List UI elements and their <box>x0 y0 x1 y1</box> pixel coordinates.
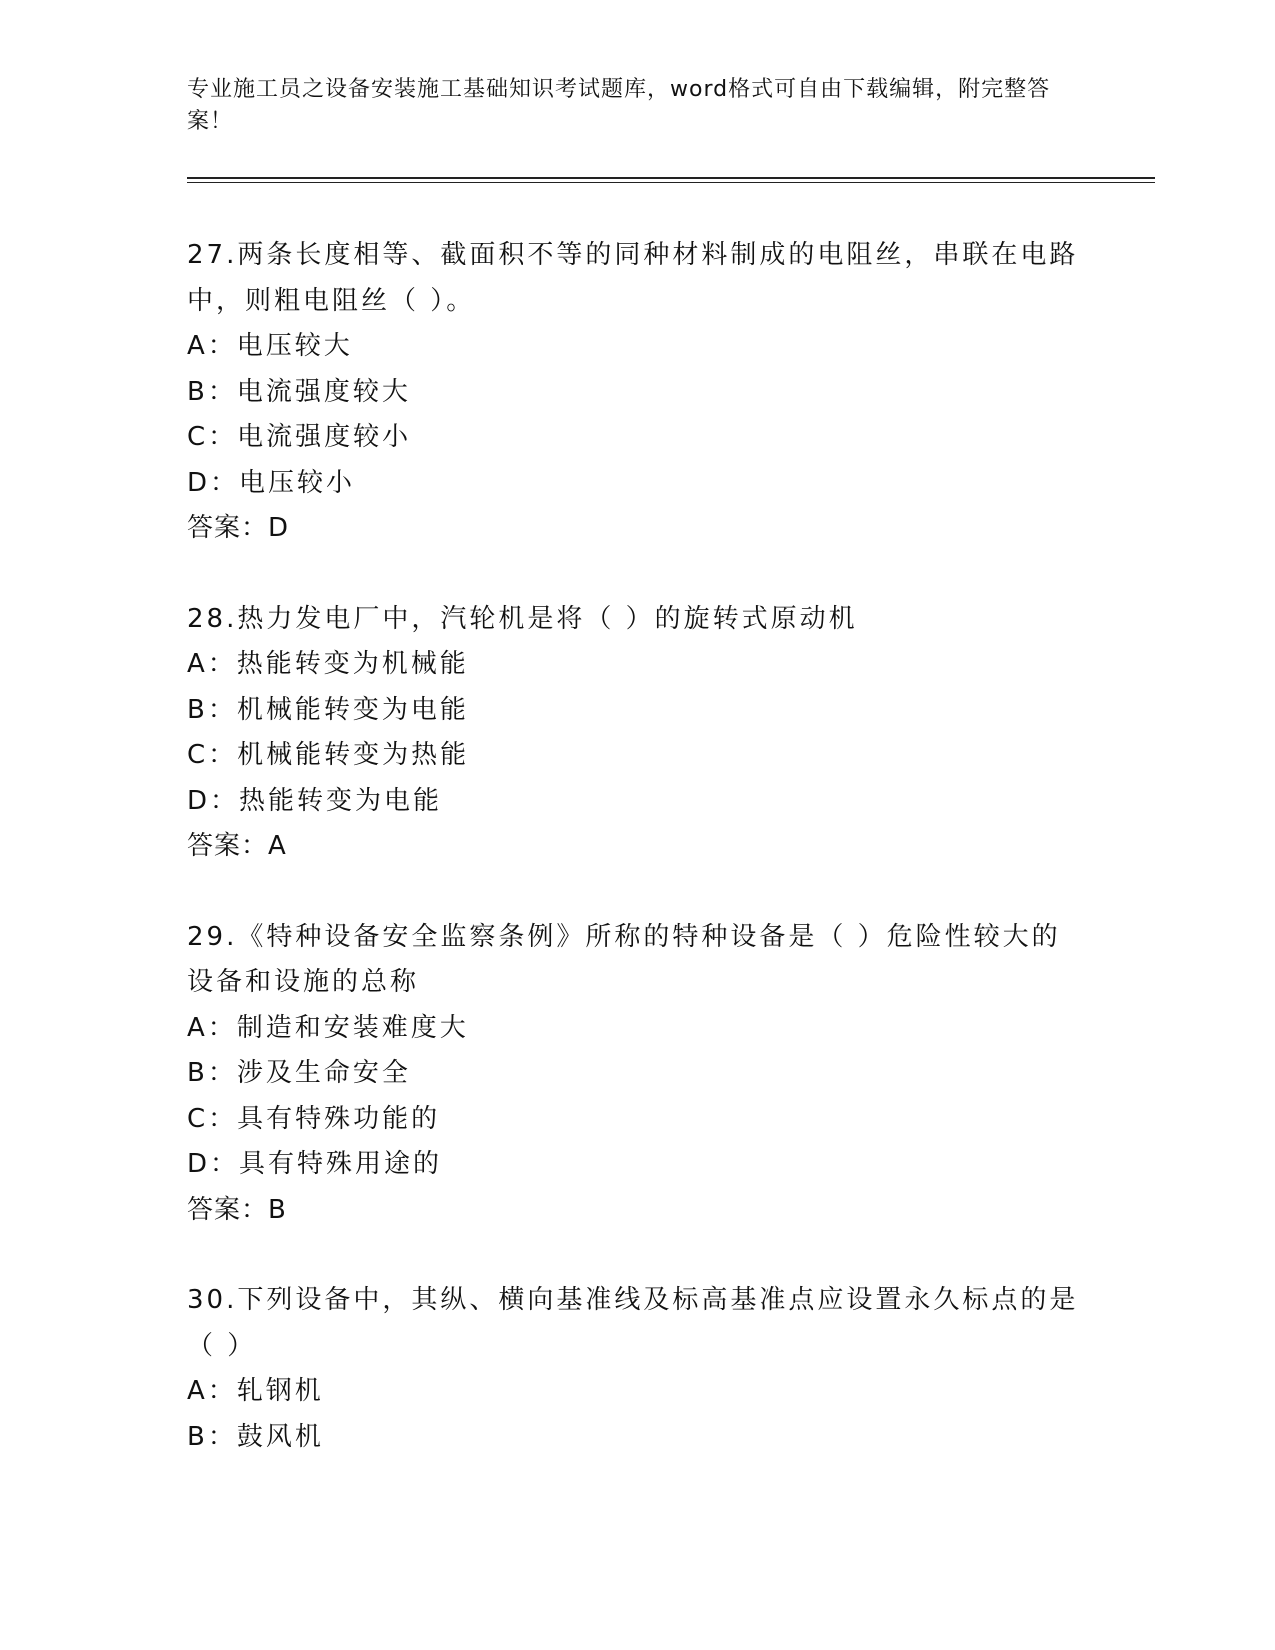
answer <box>187 824 1087 870</box>
option-b: B：涉及生命安全 <box>187 1058 411 1088</box>
question-stem: 29.《特种设备安全监察条例》所称的特种设备是（ ）危险性较大的设备和设施的总称 <box>187 921 1061 997</box>
option-a: A：轧钢机 <box>187 1376 324 1406</box>
question-30 <box>187 1278 1087 1460</box>
option-b: B：鼓风机 <box>187 1421 324 1452</box>
question-stem: 30.下列设备中，其纵、横向基准线及标高基准点应设置永久标点的是（ ） <box>187 1285 1079 1361</box>
question-stem: 28.热力发电厂中，汽轮机是将（ ）的旋转式原动机 <box>187 603 858 634</box>
header-divider-thin <box>187 182 1155 183</box>
question-29 <box>187 915 1087 1234</box>
question-stem: 27.两条长度相等、截面积不等的同种材料制成的电阻丝，串联在电路中，则粗电阻丝（ ）。 <box>187 240 1079 316</box>
option-c: C：机械能转变为热能 <box>187 740 470 770</box>
question-list <box>187 233 1087 1505</box>
answer-value: A <box>268 831 287 861</box>
answer-label: 答案： <box>187 831 269 861</box>
option-b: B：机械能转变为电能 <box>187 694 469 725</box>
header-divider <box>187 177 1155 179</box>
answer-value: B <box>268 1194 287 1225</box>
option-d: D：具有特殊用途的 <box>187 1149 443 1179</box>
answer <box>187 506 1087 552</box>
answer-label: 答案： <box>187 1194 269 1225</box>
option-d: D：电压较小 <box>187 467 356 498</box>
question-27 <box>187 233 1087 552</box>
option-a: A：热能转变为机械能 <box>187 649 469 679</box>
answer <box>187 1188 1087 1234</box>
option-c: C：具有特殊功能的 <box>187 1103 441 1134</box>
answer-value: D <box>268 513 290 543</box>
question-28 <box>187 597 1087 870</box>
option-c: C：电流强度较小 <box>187 422 412 452</box>
answer-label: 答案： <box>187 513 269 543</box>
document-header: 专业施工员之设备安装施工基础知识考试题库，word格式可自由下载编辑，附完整答案！ <box>187 77 1051 134</box>
option-a: A：电压较大 <box>187 331 353 361</box>
option-b: B：电流强度较大 <box>187 376 411 407</box>
option-a: A：制造和安装难度大 <box>187 1012 469 1043</box>
option-d: D：热能转变为电能 <box>187 785 443 816</box>
